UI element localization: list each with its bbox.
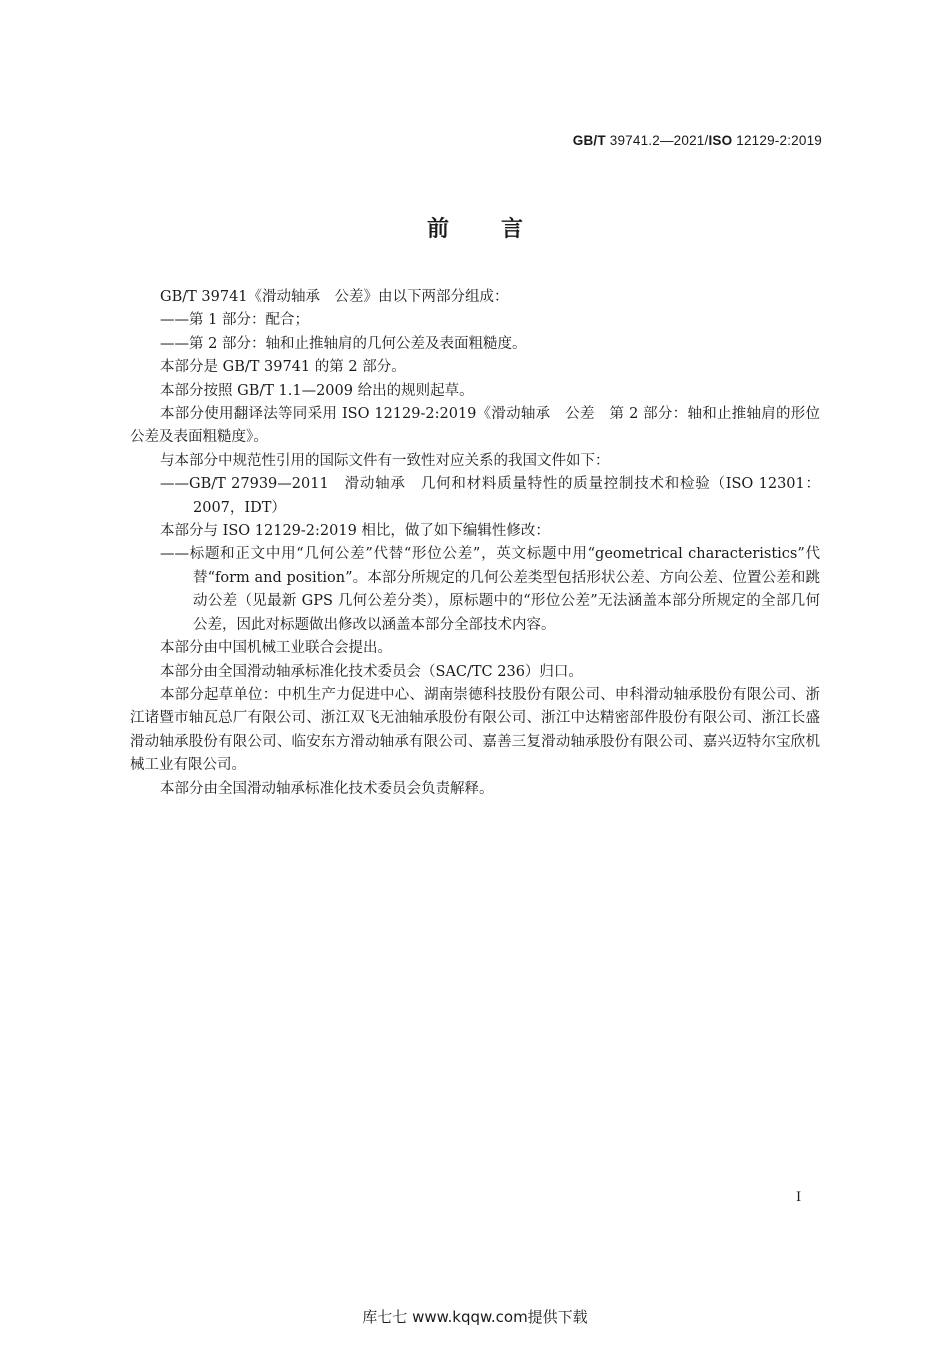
dash-item: ——标题和正文中用“几何公差”代替“形位公差”，英文标题中用“geometrical characteristics”代替“form and position”。本部分所规定的几何公差类型包括形状公差、方向公差、位置公差和跳动公差（见最新 GPS 几何公差分类），原标题中的“形位公差”无法涵盖本部分所规定的全部几何公差，因此对标题做出修改以涵盖本部分全部技术内容。 <box>160 546 820 633</box>
download-footer: 库七七 www.kqqw.com提供下载 <box>362 1308 588 1326</box>
paragraph: 本部分按照 GB/T 1.1—2009 给出的规则起草。 <box>160 382 474 399</box>
page-number: I <box>796 1190 802 1205</box>
paragraph: 本部分由中国机械工业联合会提出。 <box>160 640 392 657</box>
paragraph: 与本部分中规范性引用的国际文件有一致性对应关系的我国文件如下： <box>160 452 610 469</box>
dash-item: ——第 2 部分：轴和止推轴肩的几何公差及表面粗糙度。 <box>160 335 527 352</box>
standard-code-number: 39741.2—2021/ <box>605 133 709 148</box>
dash-item: ——第 1 部分：配合； <box>160 312 309 329</box>
paragraph: 本部分由全国滑动轴承标准化技术委员会（SAC/TC 236）归口。 <box>160 663 583 680</box>
document-body <box>130 286 820 801</box>
paragraph: 本部分与 ISO 12129-2:2019 相比，做了如下编辑性修改： <box>160 523 550 540</box>
dash-item: ——GB/T 27939—2011 滑动轴承 几何和材料质量特性的质量控制技术和检验（ISO 12301：2007，IDT） <box>160 476 820 516</box>
paragraph: 本部分起草单位：中机生产力促进中心、湖南崇德科技股份有限公司、申科滑动轴承股份有限公司、浙江诸暨市轴瓦总厂有限公司、浙江双飞无油轴承股份有限公司、浙江中达精密部件股份有限公司、浙江长盛滑动轴承股份有限公司、临安东方滑动轴承有限公司、嘉善三复滑动轴承股份有限公司、嘉兴迈特尔宝欣机械工业有限公司。 <box>130 686 820 774</box>
page-title: 前言 <box>426 217 575 242</box>
iso-code-prefix: ISO <box>708 133 733 148</box>
iso-code-number: 12129-2:2019 <box>732 133 822 148</box>
standard-code <box>573 133 822 148</box>
standard-code-prefix: GB/T <box>572 133 606 148</box>
paragraph: 本部分由全国滑动轴承标准化技术委员会负责解释。 <box>160 780 494 797</box>
paragraph: 本部分使用翻译法等同采用 ISO 12129-2:2019《滑动轴承 公差 第 2 部分：轴和止推轴肩的形位公差及表面粗糙度》。 <box>130 406 820 446</box>
paragraph: 本部分是 GB/T 39741 的第 2 部分。 <box>160 359 406 376</box>
paragraph: GB/T 39741《滑动轴承 公差》由以下两部分组成： <box>160 289 509 305</box>
